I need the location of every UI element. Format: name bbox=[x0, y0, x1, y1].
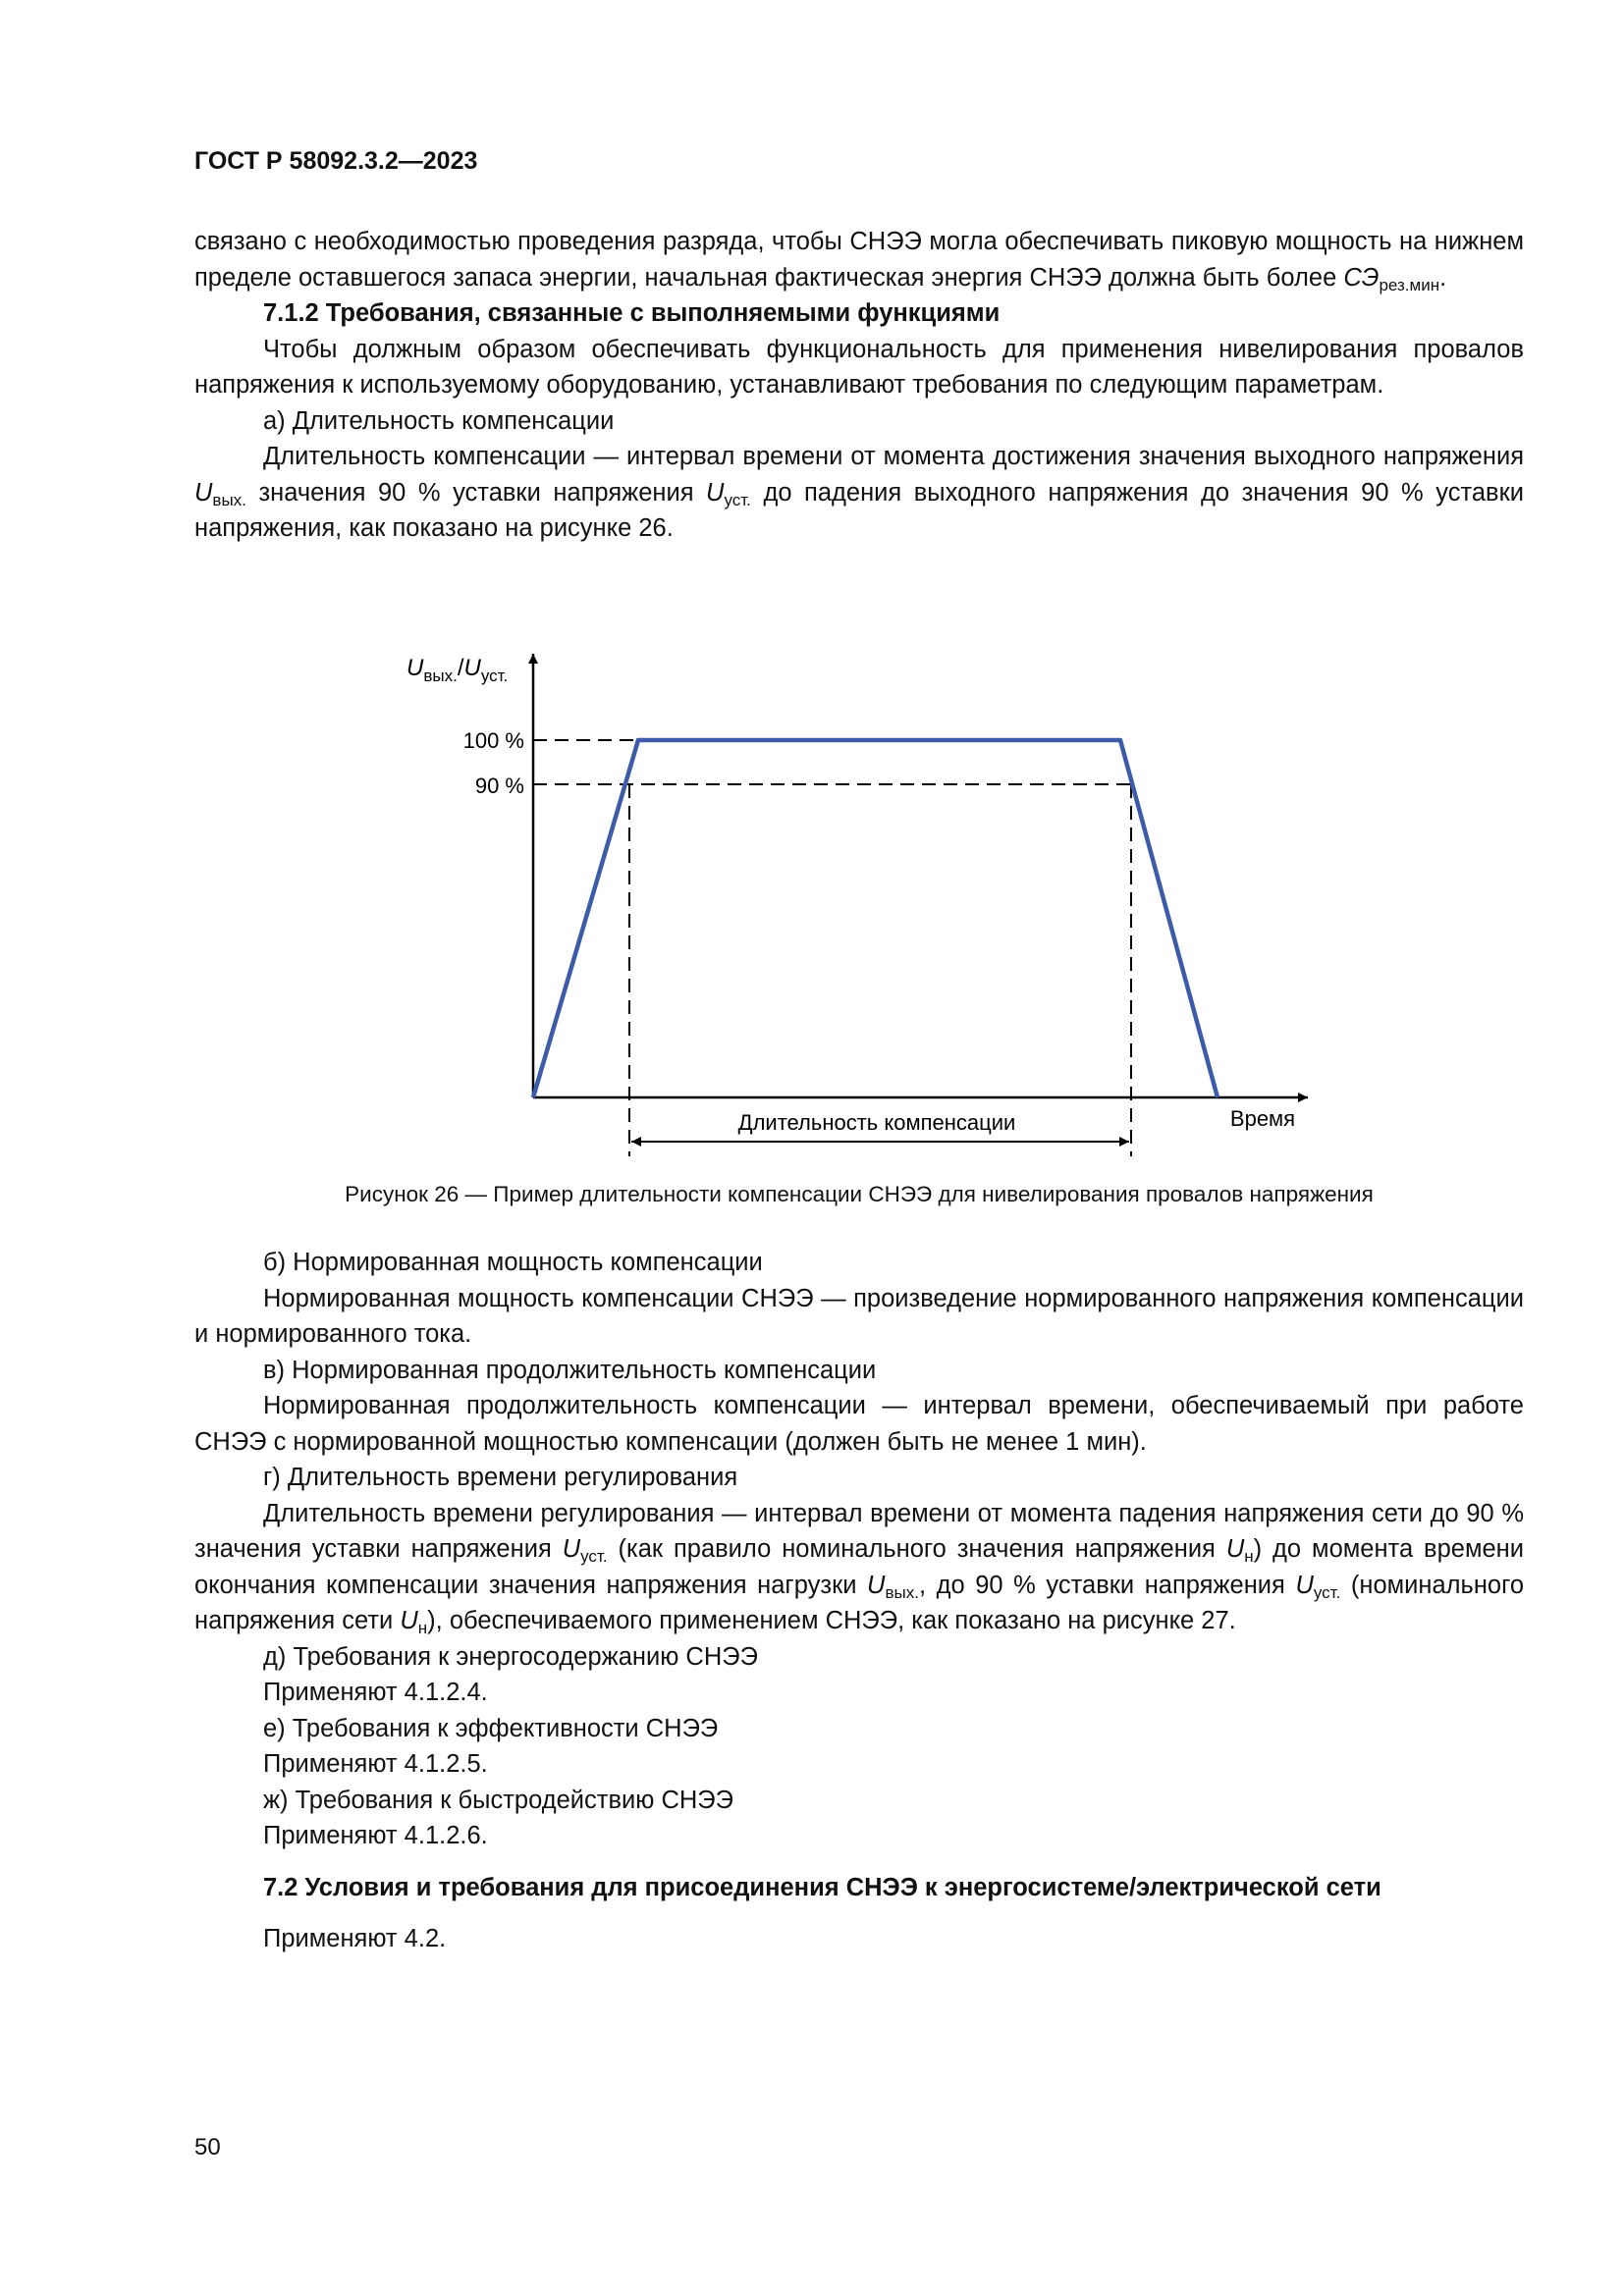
compensation-duration-diagram bbox=[383, 636, 1326, 1166]
item-v-text: Нормированная продолжительность компенсации — интервал времени, обеспечиваемый при работе СНЭЭ с нормированной мощностью компенсации (должен быть не менее 1 мин). bbox=[194, 1392, 1524, 1456]
paragraph-continuation: связано с необходимостью проведения разряда, чтобы СНЭЭ могла обеспечивать пиковую мощность на нижнем пределе оставшегося запаса энергии, начальная фактическая энергия СНЭЭ должна быть более $СЭ_{рез.мин}$. bbox=[194, 228, 1524, 294]
duration-span-label: Длительность компенсации bbox=[737, 1110, 1016, 1135]
document-header: ГОСТ Р 58092.3.2—2023 bbox=[194, 147, 478, 175]
item-g-title: г) Длительность времени регулирования bbox=[263, 1464, 738, 1491]
item-e-title: е) Требования к эффективности СНЭЭ bbox=[263, 1714, 719, 1742]
item-a-text: Длительность компенсации — интервал времени от момента достижения значения выходного напряжения $U_{вых.}$ значения 90 % уставки напряжения $U_{уст.}$ до падения выходного напряжения до значения 90 % уставки напряжения, как показано на рисунке 26. bbox=[194, 443, 1524, 542]
item-b-text: Нормированная мощность компенсации СНЭЭ — произведение нормированного напряжения компенсации и нормированного тока. bbox=[194, 1284, 1524, 1348]
item-v-title: в) Нормированная продолжительность компенсации bbox=[263, 1356, 877, 1384]
top-text-block bbox=[194, 224, 1524, 547]
item-g-text: Длительность времени регулирования — интервал времени от момента падения напряжения сети до 90 % значения уставки напряжения $U_{уст.}$ (как правило номинального значения напряжения $U_н$) до момента времени окончания компенсации значения напряжения нагрузки $U_{вых.}$, до 90 % уставки напряжения $U_{уст.}$ (номинального напряжения сети $U_н$), обеспечиваемого применением СНЭЭ, как показано на рисунке 27. bbox=[194, 1499, 1525, 1637]
x-axis-label: Время bbox=[1229, 1106, 1296, 1131]
item-d-title: д) Требования к энергосодержанию СНЭЭ bbox=[263, 1642, 758, 1671]
page-number: 50 bbox=[194, 2134, 221, 2161]
section-7-2-text: Применяют 4.2. bbox=[263, 1925, 447, 1952]
item-b-title: б) Нормированная мощность компенсации bbox=[263, 1249, 763, 1276]
item-zh-title: ж) Требования к быстродействию СНЭЭ bbox=[263, 1786, 733, 1814]
paragraph-requirements-intro: Чтобы должным образом обеспечивать функциональность для применения нивелирования провалов напряжения к используемому оборудованию, устанавливают требования по следующим параметрам. bbox=[194, 335, 1524, 399]
tick-label-100: 100 % bbox=[462, 728, 524, 753]
item-e-text: Применяют 4.1.2.5. bbox=[263, 1750, 488, 1778]
heading-7-1-2: 7.1.2 Требования, связанные с выполняемыми функциями bbox=[263, 299, 1001, 327]
item-d-text: Применяют 4.1.2.4. bbox=[263, 1679, 488, 1706]
voltage-curve bbox=[533, 740, 1218, 1097]
bottom-text-block bbox=[194, 1245, 1524, 1957]
item-zh-text: Применяют 4.1.2.6. bbox=[263, 1822, 488, 1849]
item-a-title: а) Длительность компенсации bbox=[263, 406, 615, 435]
figure-26-caption: Рисунок 26 — Пример длительности компенсации СНЭЭ для нивелирования провалов напряжения bbox=[345, 1182, 1374, 1206]
y-axis-label: $U_{вых.}/U_{уст.}$ bbox=[406, 655, 509, 685]
tick-label-90: 90 % bbox=[474, 774, 524, 798]
heading-7-2: 7.2 Условия и требования для присоединения СНЭЭ к энергосистеме/электрической сети bbox=[263, 1873, 1381, 1901]
figure-26 bbox=[383, 636, 1326, 1166]
